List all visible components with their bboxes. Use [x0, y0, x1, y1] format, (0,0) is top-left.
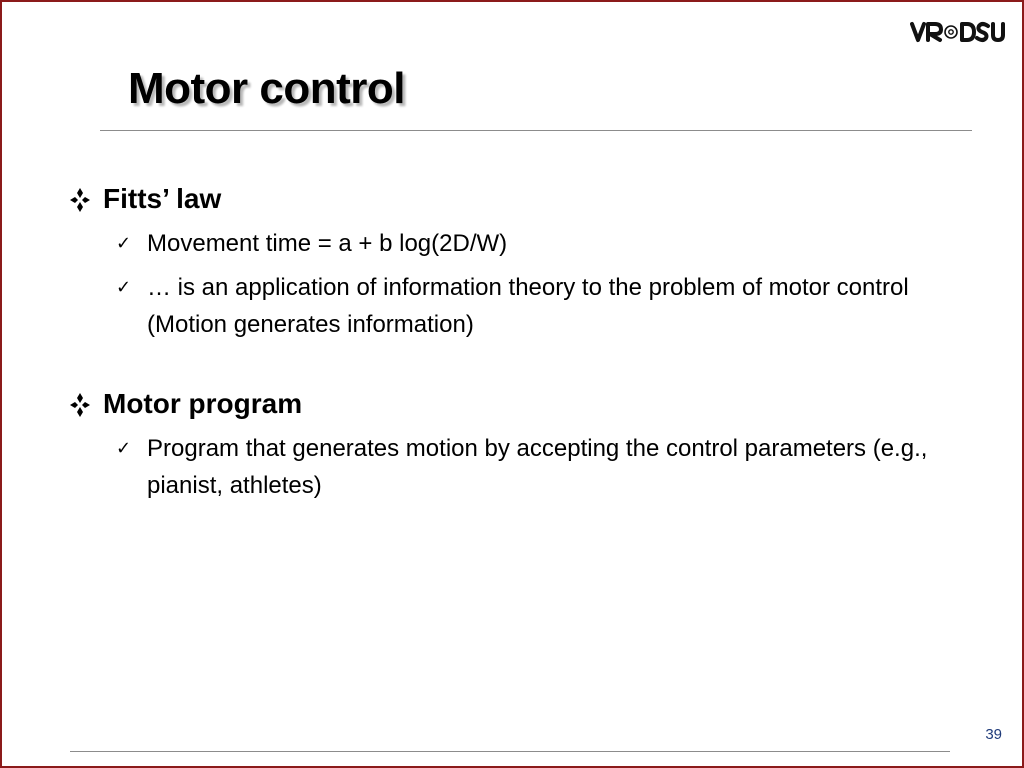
diamond-bullet-icon [68, 182, 94, 216]
subitem-information-theory [116, 269, 977, 343]
bullet-fitts-law [68, 182, 968, 216]
subitem-program-generates-motion [116, 430, 977, 504]
title-divider [100, 130, 972, 131]
subitem-text: … is an application of information theory to the problem of motor control (Motion generates information) [147, 274, 909, 338]
slide-content [68, 182, 968, 504]
subitem-text: Program that generates motion by accepting the control parameters (e.g., pianist, athletes) [147, 435, 928, 499]
bullet-label: Motor program [103, 388, 303, 419]
checkmark-icon: ✓ [116, 277, 132, 298]
slide-title: Motor control [128, 64, 406, 113]
bullet-label: Fitts’ law [103, 183, 222, 214]
subitem-movement-time [116, 225, 977, 262]
checkmark-icon: ✓ [116, 438, 132, 459]
checkmark-icon: ✓ [116, 233, 132, 254]
subitem-text: Movement time = a + b log(2D/W) [147, 230, 508, 257]
bullet-motor-program [68, 387, 968, 421]
diamond-bullet-icon [68, 387, 94, 421]
vr-dsu-logo [910, 16, 1008, 46]
footer-divider [70, 751, 950, 752]
page-number: 39 [985, 726, 1002, 743]
